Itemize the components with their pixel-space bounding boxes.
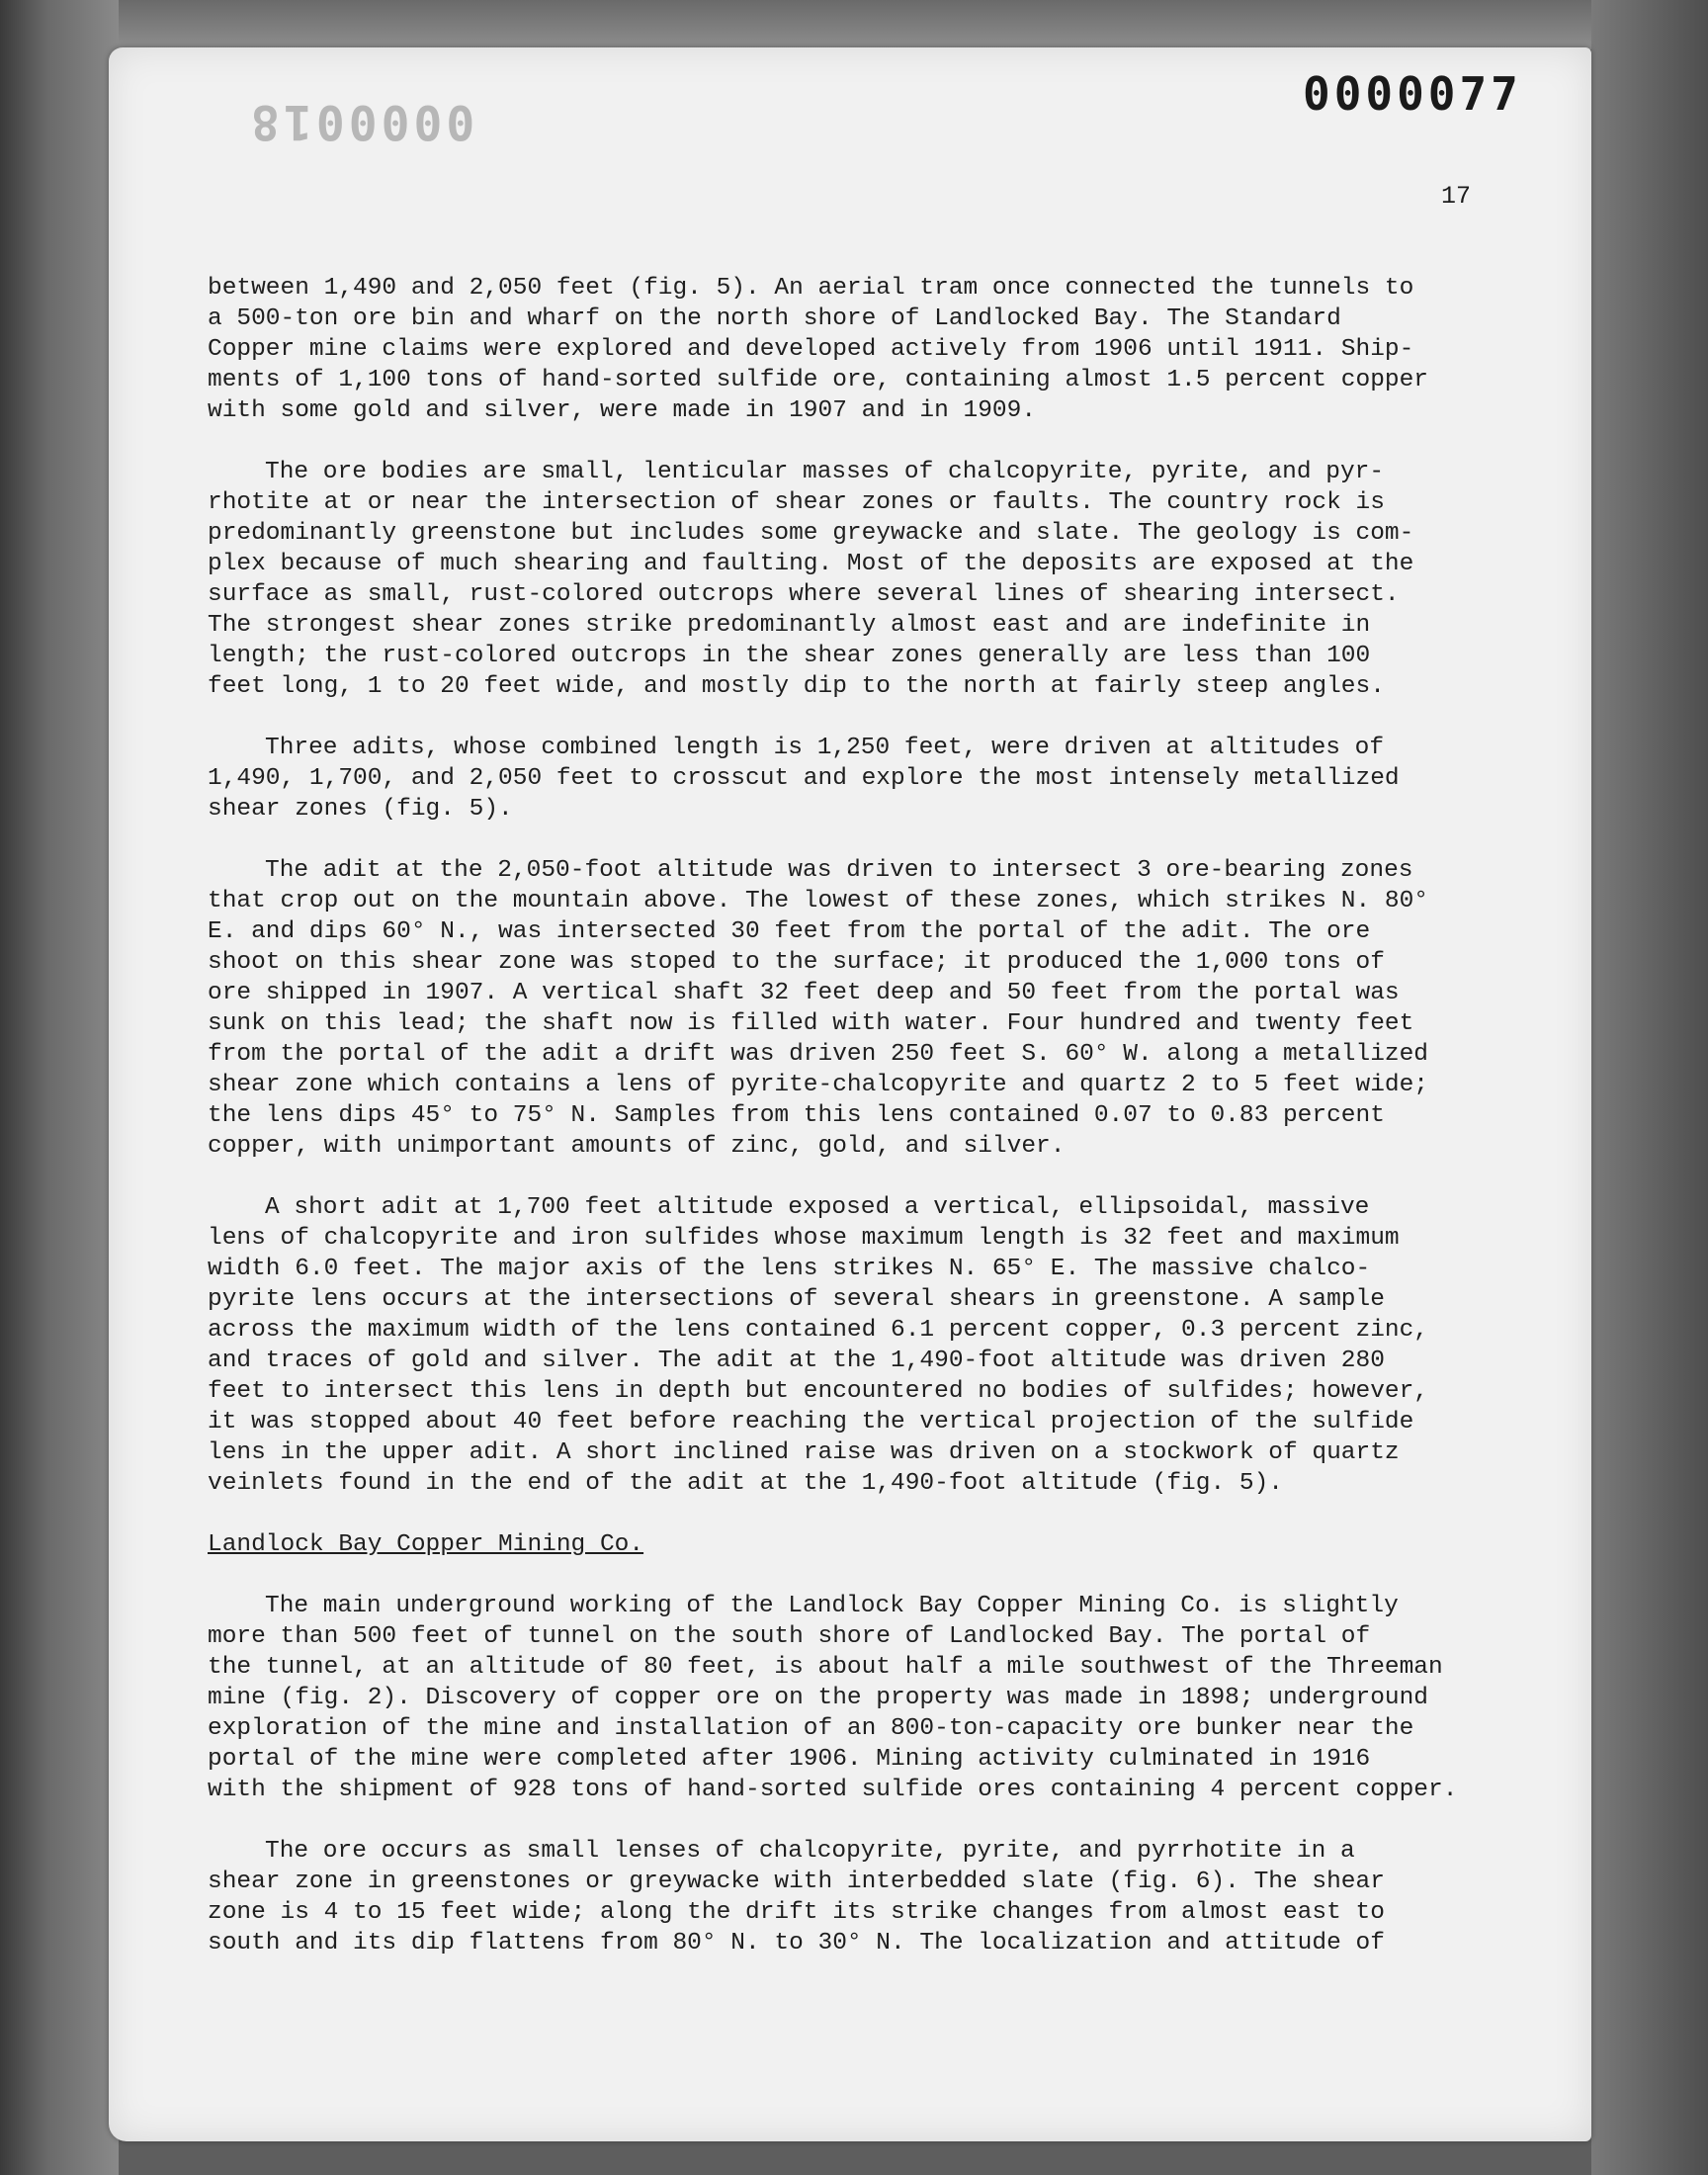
text-line: feet long, 1 to 20 feet wide, and mostly dip to the north at fairly steep angles. (208, 673, 1385, 700)
text-line: veinlets found in the end of the adit at the 1,490-foot altitude (fig. 5). (208, 1470, 1283, 1497)
text-line: rhotite at or near the intersection of shear zones or faults. The country rock is (208, 489, 1385, 516)
text-line: width 6.0 feet. The major axis of the lens strikes N. 65° E. The massive chalco- (208, 1256, 1371, 1282)
paragraph (208, 1591, 1542, 1805)
text-line: length; the rust-colored outcrops in the shear zones generally are less than 100 (208, 643, 1371, 669)
scan-background-top (0, 0, 1708, 49)
text-line: ments of 1,100 tons of hand-sorted sulfide ore, containing almost 1.5 percent copper (208, 367, 1429, 393)
document-body (208, 273, 1542, 1989)
text-line: ore shipped in 1907. A vertical shaft 32 feet deep and 50 feet from the portal was (208, 980, 1400, 1006)
text-line: shear zone in greenstones or greywacke with interbedded slate (fig. 6). The shear (208, 1869, 1385, 1895)
text-line: lens in the upper adit. A short inclined raise was driven on a stockwork of quartz (208, 1439, 1400, 1466)
text-line: a 500-ton ore bin and wharf on the north shore of Landlocked Bay. The Standard (208, 305, 1341, 332)
text-line: pyrite lens occurs at the intersections of several shears in greenstone. A sample (208, 1286, 1385, 1313)
text-line: The strongest shear zones strike predominantly almost east and are indefinite in (208, 612, 1371, 639)
text-line: with some gold and silver, were made in 1907 and in 1909. (208, 397, 1037, 424)
stamp-number: 0000077 (1303, 67, 1522, 121)
paragraph (208, 855, 1542, 1162)
text-line: sunk on this lead; the shaft now is filled with water. Four hundred and twenty feet (208, 1010, 1414, 1037)
section-heading: Landlock Bay Copper Mining Co. (208, 1531, 644, 1558)
text-line: E. and dips 60° N., was intersected 30 feet from the portal of the adit. The ore (208, 918, 1371, 945)
text-line: surface as small, rust-colored outcrops where several lines of shearing intersect. (208, 581, 1400, 608)
text-line: mine (fig. 2). Discovery of copper ore on the property was made in 1898; underground (208, 1685, 1429, 1711)
faded-stamp-number: 0000018 (247, 94, 475, 149)
text-line: shear zones (fig. 5). (208, 796, 513, 823)
text-line: from the portal of the adit a drift was driven 250 feet S. 60° W. along a metallized (208, 1041, 1429, 1068)
text-line: The ore bodies are small, lenticular masses of chalcopyrite, pyrite, and pyr- (265, 459, 1385, 485)
paragraph (208, 457, 1542, 702)
text-line: copper, with unimportant amounts of zinc, gold, and silver. (208, 1133, 1066, 1160)
text-line: feet to intersect this lens in depth but encountered no bodies of sulfides; however, (208, 1378, 1429, 1405)
text-line: it was stopped about 40 feet before reaching the vertical projection of the sulfide (208, 1409, 1414, 1436)
text-line: Copper mine claims were explored and developed actively from 1906 until 1911. Ship- (208, 336, 1414, 363)
page-number: 17 (1441, 182, 1472, 211)
text-line: south and its dip flattens from 80° N. to 30° N. The localization and attitude of (208, 1930, 1385, 1957)
paragraph (208, 273, 1542, 426)
text-line: the lens dips 45° to 75° N. Samples from this lens contained 0.07 to 0.83 percent (208, 1102, 1385, 1129)
text-line: Three adits, whose combined length is 1,250 feet, were driven at altitudes of (265, 735, 1385, 761)
text-line: that crop out on the mountain above. The lowest of these zones, which strikes N. 80° (208, 888, 1429, 914)
text-line: The adit at the 2,050-foot altitude was driven to intersect 3 ore-bearing zones (265, 857, 1413, 884)
text-line: and traces of gold and silver. The adit at the 1,490-foot altitude was driven 280 (208, 1348, 1385, 1374)
text-line: the tunnel, at an altitude of 80 feet, is about half a mile southwest of the Threeman (208, 1654, 1443, 1681)
paragraph (208, 1192, 1542, 1499)
text-line: more than 500 feet of tunnel on the south shore of Landlocked Bay. The portal of (208, 1623, 1371, 1650)
text-line: The ore occurs as small lenses of chalcopyrite, pyrite, and pyrrhotite in a (265, 1838, 1355, 1865)
scan-background-right (1591, 0, 1708, 2175)
text-line: with the shipment of 928 tons of hand-sorted sulfide ores containing 4 percent copper. (208, 1777, 1458, 1803)
paragraph (208, 1836, 1542, 1958)
text-line: The main underground working of the Landlock Bay Copper Mining Co. is slightly (265, 1593, 1399, 1619)
text-line: A short adit at 1,700 feet altitude exposed a vertical, ellipsoidal, massive (265, 1194, 1370, 1221)
paragraph-group (208, 273, 1542, 1499)
text-line: exploration of the mine and installation of an 800-ton-capacity ore bunker near the (208, 1715, 1414, 1742)
text-line: plex because of much shearing and faulting. Most of the deposits are exposed at the (208, 551, 1414, 577)
section-paragraph-group (208, 1591, 1542, 1958)
scan-background-left (0, 0, 119, 2175)
text-line: lens of chalcopyrite and iron sulfides whose maximum length is 32 feet and maximum (208, 1225, 1400, 1252)
text-line: zone is 4 to 15 feet wide; along the drift its strike changes from almost east to (208, 1899, 1385, 1926)
paragraph (208, 733, 1542, 825)
text-line: between 1,490 and 2,050 feet (fig. 5). An aerial tram once connected the tunnels to (208, 275, 1414, 302)
text-line: 1,490, 1,700, and 2,050 feet to crosscut and explore the most intensely metallized (208, 765, 1400, 792)
text-line: shear zone which contains a lens of pyrite-chalcopyrite and quartz 2 to 5 feet wide; (208, 1072, 1429, 1098)
text-line: portal of the mine were completed after 1906. Mining activity culminated in 1916 (208, 1746, 1371, 1773)
text-line: across the maximum width of the lens contained 6.1 percent copper, 0.3 percent zinc, (208, 1317, 1429, 1344)
text-line: predominantly greenstone but includes some greywacke and slate. The geology is com- (208, 520, 1414, 547)
text-line: shoot on this shear zone was stoped to the surface; it produced the 1,000 tons of (208, 949, 1385, 976)
